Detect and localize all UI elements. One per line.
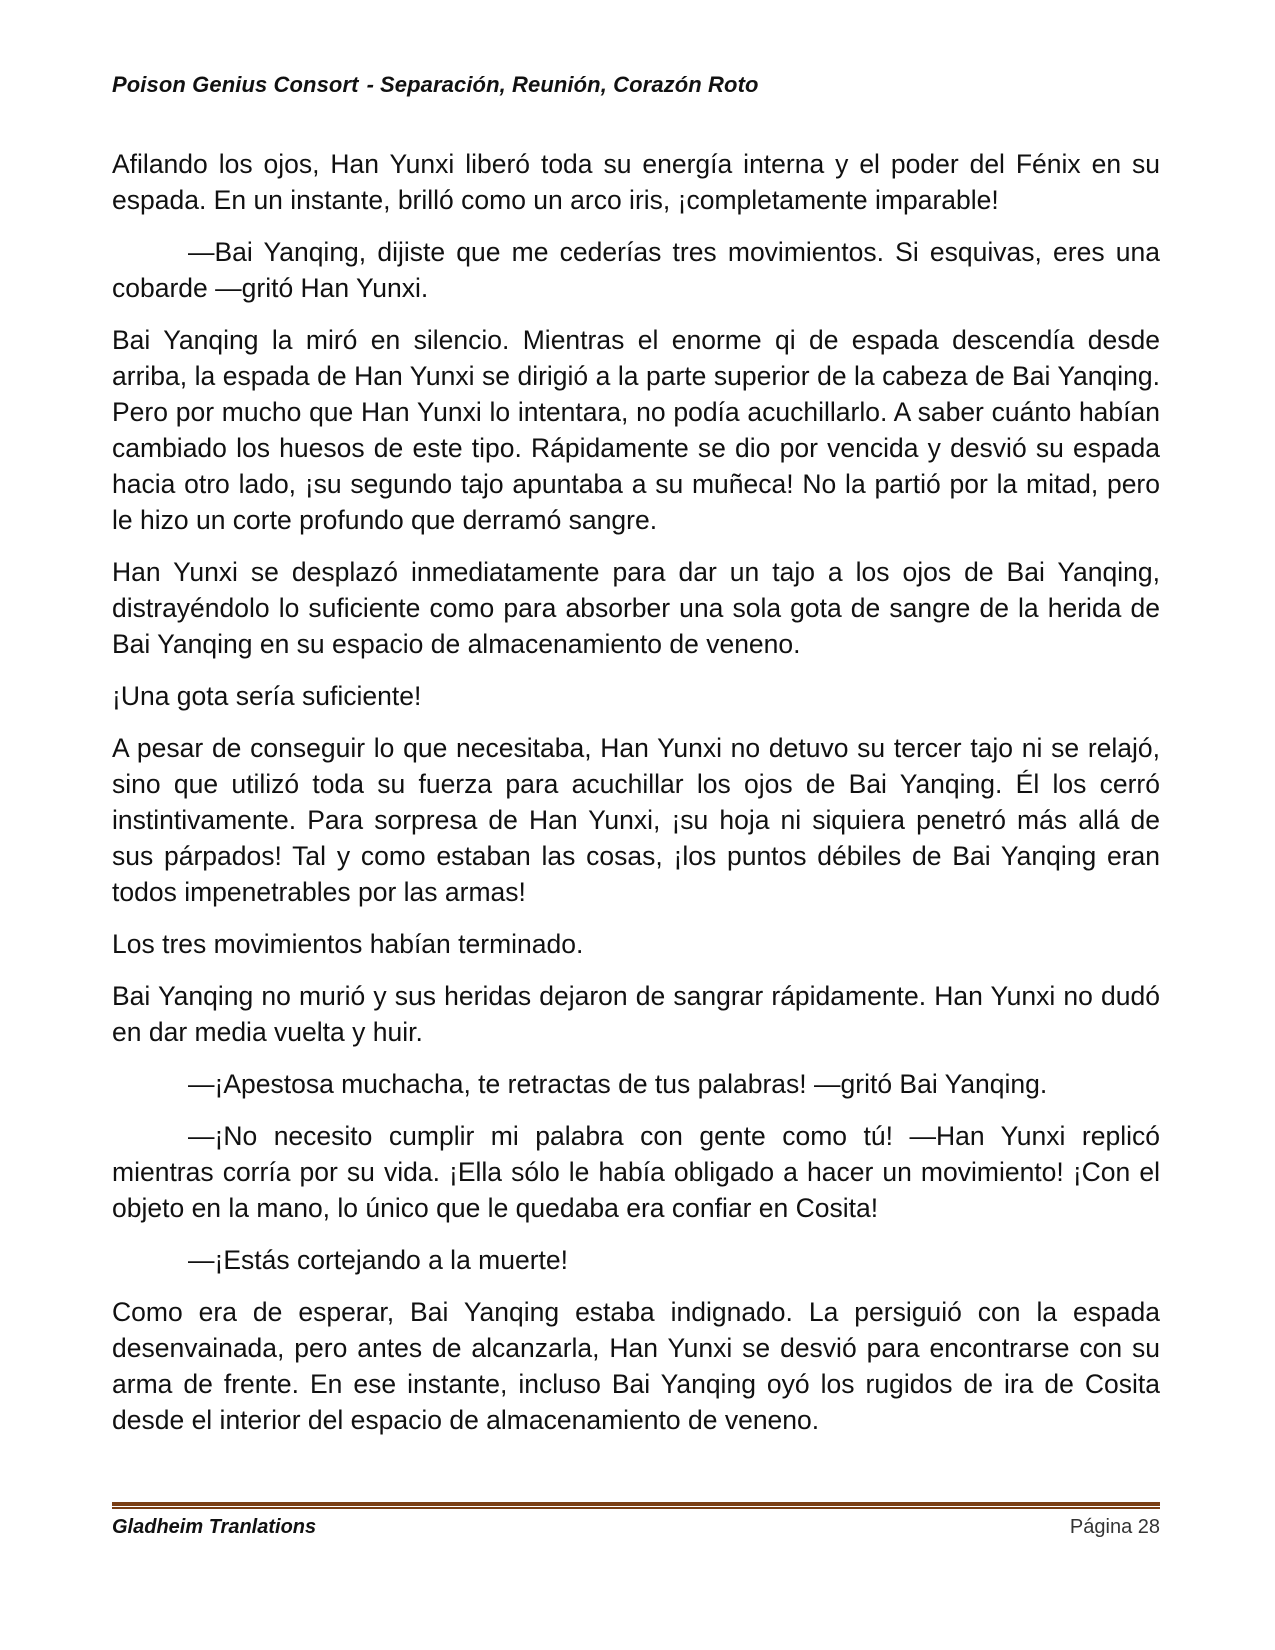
dialog-paragraph: —¡Apestosa muchacha, te retractas de tus palabras! —gritó Bai Yanqing.	[188, 1069, 1048, 1099]
footer-divider-thin	[112, 1507, 1160, 1509]
page-number: Página 28	[1069, 1516, 1160, 1538]
dialog-paragraph: —¡Estás cortejando a la muerte!	[188, 1245, 569, 1275]
chapter-title: Separación, Reunión, Corazón Roto	[380, 72, 759, 97]
footer-divider-thick	[112, 1502, 1160, 1506]
paragraph: Los tres movimientos habían terminado.	[112, 929, 584, 959]
dialog-paragraph: —¡No necesito cumplir mi palabra con gente como tú! —Han Yunxi replicó mientras corría por su vida. ¡Ella sólo le había obligado a hacer un movimiento! ¡Con el objeto en la mano, lo único que le quedaba era confiar en Cosita!	[112, 1121, 1160, 1223]
running-header	[112, 72, 759, 98]
paragraph: A pesar de conseguir lo que necesitaba, Han Yunxi no detuvo su tercer tajo ni se relajó, sino que utilizó toda su fuerza para acuchillar los ojos de Bai Yanqing. Él los cerró instintivamente. Para sorpresa de Han Yunxi, ¡su hoja ni siquiera penetró más allá de sus párpados! Tal y como estaban las cosas, ¡los puntos débiles de Bai Yanqing eran todos impenetrables por las armas!	[112, 733, 1160, 907]
paragraph: Como era de esperar, Bai Yanqing estaba indignado. La persiguió con la espada desenvainada, pero antes de alcanzarla, Han Yunxi se desvió para encontrarse con su arma de frente. En ese instante, incluso Bai Yanqing oyó los rugidos de ira de Cosita desde el interior del espacio de almacenamiento de veneno.	[112, 1297, 1160, 1435]
paragraph: Bai Yanqing la miró en silencio. Mientras el enorme qi de espada descendía desde arriba, la espada de Han Yunxi se dirigió a la parte superior de la cabeza de Bai Yanqing. Pero por mucho que Han Yunxi lo intentara, no podía acuchillarlo. A saber cuánto habían cambiado los huesos de este tipo. Rápidamente se dio por vencida y desvió su espada hacia otro lado, ¡su segundo tajo apuntaba a su muñeca! No la partió por la mitad, pero le hizo un corte profundo que derramó sangre.	[112, 325, 1160, 535]
paragraph: ¡Una gota sería suficiente!	[112, 681, 422, 711]
publisher-name: Gladheim Tranlations	[112, 1516, 317, 1538]
paragraph: Bai Yanqing no murió y sus heridas dejaron de sangrar rápidamente. Han Yunxi no dudó en dar media vuelta y huir.	[112, 981, 1160, 1047]
chapter-body	[112, 146, 1160, 1454]
footer-divider	[112, 1502, 1160, 1509]
dialog-paragraph: —Bai Yanqing, dijiste que me cederías tres movimientos. Si esquivas, eres una cobarde —gritó Han Yunxi.	[112, 237, 1160, 303]
header-separator: -	[366, 72, 374, 97]
paragraph: Han Yunxi se desplazó inmediatamente para dar un tajo a los ojos de Bai Yanqing, distrayéndolo lo suficiente como para absorber una sola gota de sangre de la herida de Bai Yanqing en su espacio de almacenamiento de veneno.	[112, 557, 1160, 659]
paragraph: Afilando los ojos, Han Yunxi liberó toda su energía interna y el poder del Fénix en su espada. En un instante, brilló como un arco iris, ¡completamente imparable!	[112, 149, 1160, 215]
book-title: Poison Genius Consort	[112, 72, 359, 97]
